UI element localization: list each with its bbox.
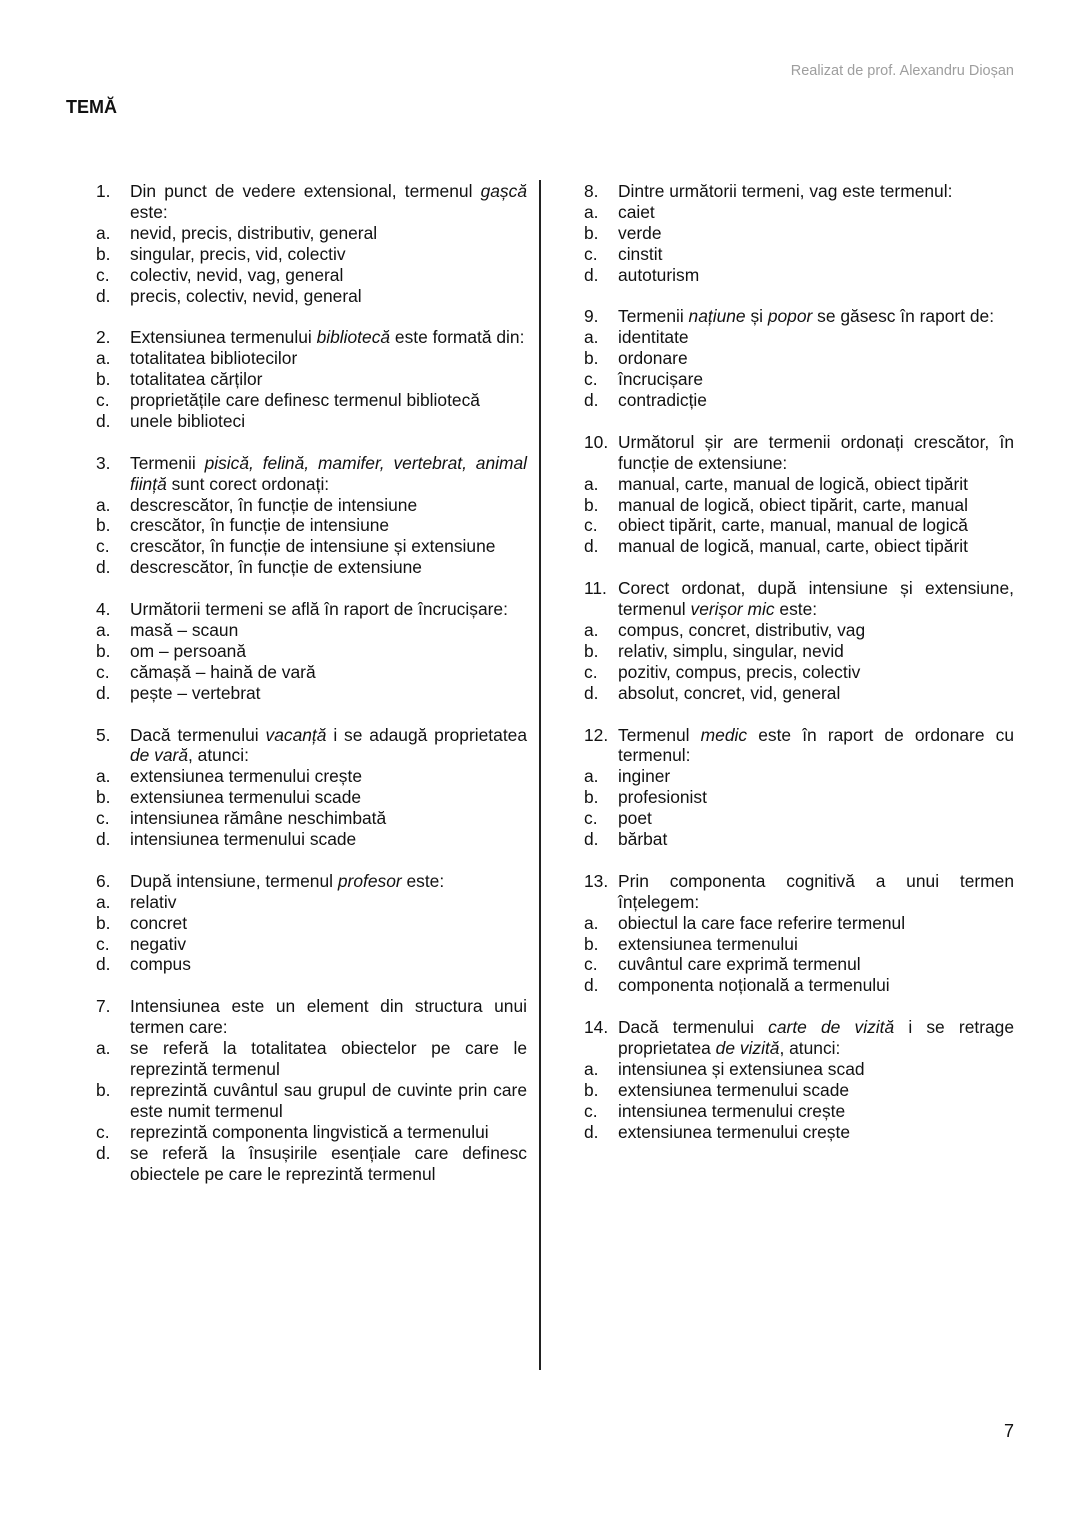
question-text: Termenii națiune și popor se găsesc în raport de: — [618, 306, 995, 327]
option-text: relativ, simplu, singular, nevid — [618, 640, 844, 661]
answer-option — [584, 495, 1014, 516]
question-number: 13. — [584, 870, 609, 891]
question-block — [96, 871, 527, 976]
option-label: d. — [96, 1142, 111, 1163]
option-text: extensiunea termenului scade — [130, 787, 362, 808]
option-label: c. — [584, 515, 598, 536]
option-label: a. — [96, 222, 111, 243]
answer-option — [96, 913, 527, 934]
option-text: obiect tipărit, carte, manual, manual de logică — [618, 515, 968, 536]
option-text: precis, colectiv, nevid, general — [130, 285, 362, 306]
answer-option — [584, 223, 1014, 244]
question-number: 7. — [96, 996, 111, 1017]
question-stem — [96, 599, 527, 620]
option-label: c. — [584, 808, 598, 829]
option-label: d. — [584, 390, 599, 411]
question-block — [96, 996, 527, 1184]
question-number: 12. — [584, 724, 609, 745]
answer-option — [584, 348, 1014, 369]
option-label: c. — [96, 536, 110, 557]
answer-option — [584, 829, 1014, 850]
answer-option — [96, 348, 527, 369]
question-text: Prin componenta cognitivă a unui termen înțelegem: — [618, 870, 1014, 912]
option-text: descrescător, în funcție de intensiune — [130, 494, 418, 515]
option-label: b. — [96, 787, 111, 808]
answer-option — [96, 829, 527, 850]
option-label: a. — [584, 619, 599, 640]
question-text: După intensiune, termenul profesor este: — [130, 870, 445, 891]
option-text: reprezintă componenta lingvistică a termenului — [130, 1121, 489, 1142]
option-label: c. — [96, 933, 110, 954]
question-number: 9. — [584, 306, 599, 327]
question-block — [96, 599, 527, 704]
answer-option — [584, 369, 1014, 390]
answer-option — [96, 265, 527, 286]
option-label: b. — [584, 787, 599, 808]
option-label: c. — [96, 808, 110, 829]
question-number: 14. — [584, 1017, 609, 1038]
option-text: totalitatea bibliotecilor — [130, 348, 298, 369]
option-text: obiectul la care face referire termenul — [618, 912, 906, 933]
option-label: c. — [96, 264, 110, 285]
question-text: Dacă termenului carte de vizită i se retrage proprietatea de vizită, atunci: — [618, 1017, 1014, 1059]
option-label: b. — [96, 640, 111, 661]
option-label: d. — [96, 829, 111, 850]
option-text: compus — [130, 954, 191, 975]
answer-option — [584, 641, 1014, 662]
question-number: 2. — [96, 327, 111, 348]
answer-option — [96, 557, 527, 578]
option-label: d. — [96, 682, 111, 703]
question-block — [584, 432, 1014, 557]
question-text: Extensiunea termenului bibliotecă este formată din: — [130, 327, 525, 348]
option-text: profesionist — [618, 787, 707, 808]
answer-option — [96, 515, 527, 536]
author-credit: Realizat de prof. Alexandru Dioșan — [790, 63, 1014, 79]
question-block — [96, 453, 527, 578]
option-label: b. — [96, 515, 111, 536]
answer-option — [96, 495, 527, 516]
answer-option — [96, 390, 527, 411]
answer-option — [584, 934, 1014, 955]
option-text: descrescător, în funcție de extensiune — [130, 557, 422, 578]
option-label: a. — [96, 766, 111, 787]
question-stem — [584, 1017, 1014, 1059]
right-column — [584, 181, 1014, 1163]
answer-option — [96, 1122, 527, 1143]
option-text: se referă la totalitatea obiectelor pe care le reprezintă termenul — [130, 1038, 527, 1079]
option-label: d. — [584, 829, 599, 850]
option-text: cămașă – haină de vară — [130, 661, 316, 682]
option-text: relativ — [130, 891, 177, 912]
option-label: a. — [96, 348, 111, 369]
option-text: negativ — [130, 933, 187, 954]
option-text: manual de logică, obiect tipărit, carte, manual — [618, 494, 968, 515]
answer-option — [584, 1122, 1014, 1143]
answer-option — [584, 662, 1014, 683]
option-text: nevid, precis, distributiv, general — [130, 222, 378, 243]
option-text: cuvântul care exprimă termenul — [618, 954, 861, 975]
question-text: Următorul șir are termenii ordonați crescător, în funcție de extensiune: — [618, 431, 1014, 473]
answer-option — [96, 1143, 527, 1185]
option-text: extensiunea termenului crește — [130, 766, 363, 787]
question-number: 8. — [584, 181, 599, 201]
question-number: 10. — [584, 431, 609, 452]
option-text: colectiv, nevid, vag, general — [130, 264, 344, 285]
answer-option — [584, 244, 1014, 265]
question-block — [584, 578, 1014, 703]
question-number: 3. — [96, 452, 111, 473]
option-label: c. — [96, 1121, 110, 1142]
question-text: Termenii pisică, felină, mamifer, vertebrat, animal ființă sunt corect ordonați: — [130, 452, 528, 494]
option-label: a. — [96, 494, 111, 515]
option-label: b. — [584, 494, 599, 515]
question-block — [96, 327, 527, 432]
column-divider — [539, 180, 541, 1370]
option-text: intensiunea și extensiunea scad — [618, 1058, 865, 1079]
option-text: autoturism — [618, 264, 700, 285]
answer-option — [96, 536, 527, 557]
answer-option — [584, 202, 1014, 223]
page-number: 7 — [1003, 1421, 1014, 1441]
option-label: b. — [584, 933, 599, 954]
question-block — [584, 1017, 1014, 1142]
option-text: cinstit — [618, 243, 663, 264]
question-stem — [584, 181, 1014, 202]
answer-option — [584, 1080, 1014, 1101]
option-text: manual de logică, manual, carte, obiect tipărit — [618, 536, 968, 557]
answer-option — [96, 766, 527, 787]
option-label: d. — [96, 410, 111, 431]
question-number: 5. — [96, 724, 111, 745]
option-text: reprezintă cuvântul sau grupul de cuvinte prin care este numit termenul — [130, 1079, 527, 1121]
option-label: c. — [96, 661, 110, 682]
answer-option — [96, 954, 527, 975]
option-label: a. — [96, 619, 111, 640]
option-text: ordonare — [618, 348, 688, 369]
option-label: a. — [584, 1058, 599, 1079]
answer-option — [96, 244, 527, 265]
option-text: poet — [618, 808, 652, 829]
option-label: b. — [96, 243, 111, 264]
option-text: intensiunea termenului scade — [130, 829, 357, 850]
option-text: pozitiv, compus, precis, colectiv — [618, 661, 861, 682]
question-block — [584, 306, 1014, 411]
option-text: încrucișare — [618, 369, 704, 390]
option-label: d. — [96, 557, 111, 578]
answer-option — [96, 683, 527, 704]
question-number: 11. — [584, 578, 607, 599]
option-text: extensiunea termenului — [618, 933, 798, 954]
question-block — [96, 725, 527, 850]
question-text: Corect ordonat, după intensiune și extensiune, termenul verișor mic este: — [618, 578, 1014, 620]
option-label: b. — [584, 222, 599, 243]
answer-option — [96, 411, 527, 432]
option-text: manual, carte, manual de logică, obiect tipărit — [618, 473, 968, 494]
option-text: verde — [618, 222, 662, 243]
question-stem — [96, 181, 527, 223]
answer-option — [584, 327, 1014, 348]
option-text: extensiunea termenului scade — [618, 1079, 850, 1100]
option-label: b. — [96, 912, 111, 933]
option-label: c. — [584, 954, 598, 975]
answer-option — [96, 369, 527, 390]
option-label: a. — [584, 766, 599, 787]
option-label: a. — [584, 473, 599, 494]
answer-option — [584, 683, 1014, 704]
option-label: b. — [584, 640, 599, 661]
answer-option — [96, 808, 527, 829]
option-label: d. — [584, 1121, 599, 1142]
option-text: totalitatea cărților — [130, 369, 263, 390]
answer-option — [584, 515, 1014, 536]
answer-option — [96, 1038, 527, 1080]
option-text: intensiunea rămâne neschimbată — [130, 808, 387, 829]
answer-option — [96, 662, 527, 683]
option-text: se referă la însușirile esențiale care definesc obiectele pe care le reprezintă termenul — [130, 1142, 527, 1184]
option-text: contradicție — [618, 390, 707, 411]
option-text: bărbat — [618, 829, 668, 850]
question-number: 1. — [96, 181, 111, 201]
question-stem — [584, 578, 1014, 620]
answer-option — [96, 286, 527, 307]
option-label: c. — [584, 243, 598, 264]
option-label: c. — [584, 661, 598, 682]
question-text: Termenul medic este în raport de ordonare cu termenul: — [618, 724, 1015, 766]
question-stem — [584, 871, 1014, 913]
answer-option — [96, 620, 527, 641]
option-label: a. — [96, 1038, 111, 1059]
question-stem — [96, 996, 527, 1038]
answer-option — [96, 223, 527, 244]
option-text: masă – scaun — [130, 619, 239, 640]
question-text: Următorii termeni se află în raport de încrucișare: — [130, 599, 508, 620]
question-block — [584, 725, 1014, 850]
option-label: b. — [584, 1079, 599, 1100]
answer-option — [584, 913, 1014, 934]
option-text: singular, precis, vid, colectiv — [130, 243, 346, 264]
option-text: pește – vertebrat — [130, 682, 261, 703]
question-stem — [96, 871, 527, 892]
answer-option — [96, 787, 527, 808]
question-text: Intensiunea este un element din structura unui termen care: — [130, 996, 527, 1038]
answer-option — [584, 265, 1014, 286]
answer-option — [96, 641, 527, 662]
answer-option — [96, 934, 527, 955]
question-number: 4. — [96, 599, 111, 620]
option-label: d. — [584, 536, 599, 557]
option-label: d. — [96, 285, 111, 306]
option-text: om – persoană — [130, 640, 247, 661]
answer-option — [584, 1101, 1014, 1122]
question-stem — [96, 327, 527, 348]
answer-option — [584, 536, 1014, 557]
option-label: d. — [584, 682, 599, 703]
answer-option — [96, 1080, 527, 1122]
option-text: identitate — [618, 327, 689, 348]
option-label: c. — [584, 1100, 598, 1121]
option-text: extensiunea termenului crește — [618, 1121, 851, 1142]
option-label: b. — [584, 348, 599, 369]
option-text: absolut, concret, vid, general — [618, 682, 841, 703]
option-text: caiet — [618, 201, 655, 222]
option-text: crescător, în funcție de intensiune și extensiune — [130, 536, 496, 557]
option-text: unele biblioteci — [130, 410, 246, 431]
answer-option — [96, 892, 527, 913]
option-label: b. — [96, 1079, 111, 1100]
option-label: d. — [584, 264, 599, 285]
question-block — [584, 181, 1014, 286]
question-stem — [96, 453, 527, 495]
question-number: 6. — [96, 870, 111, 891]
option-label: c. — [584, 369, 598, 390]
option-text: inginer — [618, 766, 671, 787]
option-text: componenta noțională a termenului — [618, 975, 890, 996]
left-column — [96, 181, 527, 1205]
question-stem — [96, 725, 527, 767]
option-text: intensiunea termenului crește — [618, 1100, 846, 1121]
question-block — [96, 181, 527, 306]
option-label: b. — [96, 369, 111, 390]
question-stem — [584, 432, 1014, 474]
answer-option — [584, 975, 1014, 996]
option-label: a. — [584, 327, 599, 348]
option-label: a. — [96, 891, 111, 912]
option-label: a. — [584, 201, 599, 222]
answer-option — [584, 787, 1014, 808]
question-text: Dacă termenului vacanță i se adaugă proprietatea de vară, atunci: — [130, 724, 527, 766]
question-text: Din punct de vedere extensional, termenul gașcă este: — [130, 181, 527, 222]
option-text: concret — [130, 912, 188, 933]
option-text: crescător, în funcție de intensiune — [130, 515, 390, 536]
answer-option — [584, 620, 1014, 641]
option-label: d. — [96, 954, 111, 975]
answer-option — [584, 766, 1014, 787]
answer-option — [584, 954, 1014, 975]
question-stem — [584, 306, 1014, 327]
answer-option — [584, 1059, 1014, 1080]
option-label: c. — [96, 390, 110, 411]
option-text: compus, concret, distributiv, vag — [618, 619, 866, 640]
page-title: TEMĂ — [66, 97, 117, 117]
answer-option — [584, 474, 1014, 495]
question-text: Dintre următorii termeni, vag este termenul: — [618, 181, 953, 201]
option-label: a. — [584, 912, 599, 933]
question-stem — [584, 725, 1014, 767]
answer-option — [584, 808, 1014, 829]
option-label: d. — [584, 975, 599, 996]
question-block — [584, 871, 1014, 996]
answer-option — [584, 390, 1014, 411]
option-text: proprietățile care definesc termenul bibliotecă — [130, 390, 480, 411]
